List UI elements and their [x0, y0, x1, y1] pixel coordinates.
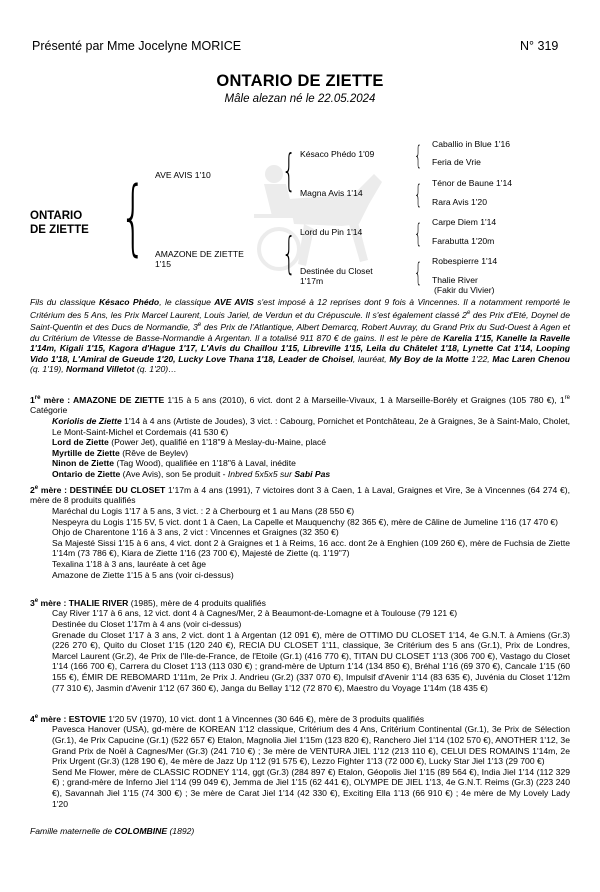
fourth-dam-produce-1: Pavesca Hanover (USA), gd-mère de KOREAN 1'12 classique, Critérium des 4 Ans, Critérium Continental (Gr.1), 3e Prix de Sélection (Gr.1), 4e Prix Capucine (Gr.1) (522 657 €) Etalon, Magnolia Jiel 1'15m (123 820 €), Ranchero Jiel 1'14 (102 570 €), ANOTHER 1'12, 3e Grand Prix de Noël à Cagnes/Mer (Gr.3) (241 710 €) ; 3e mère de VENTURA JIEL 1'12 (213 110 €), CELUI DES ROMAINS 1'14m, 2e Prix Urgent (Gr.3) (128 190 €), 4e mère de Jazz Up 1'12 (91 575 €), Lezzo Fighter 1'13 (72 000 €), Lucky Star Jiel 1'13 (29 700 €): [52, 724, 570, 767]
third-dam-section: [30, 596, 570, 693]
first-dam-produce-1: Koriolis de Ziette 1'14 à 4 ans (Artiste de Joudes), 3 vict. : Cabourg, Pornichet et Pontchâteau, 2e à Graignes, 3e à Saint-Malo, Cholet, Le Mont-Saint-Michel et Cordemais (41 530 €): [52, 416, 570, 437]
gen3-1: Caballio in Blue 1'16: [432, 139, 511, 149]
trotter-silhouette-icon: [234, 154, 384, 279]
third-dam-produce-3: Grenade du Closet 1'17 à 3 ans, 2 vict. dont 1 à Argentan (12 091 €), mère de OTTIMO DU CLOSET 1'14, 4e G.N.T. à Amiens (Gr.3) (226 270 €), Quito du Closet 1'15 (120 240 €), RECIA DU CLOSET 1'11, classique, 3e Critérium des 5 ans (Gr.1), Prix de Londres, Marcel Laurent (Gr.2), 4e Prix de l'Ile-de-France, de l'Etoile (Gr.1) (416 770 €), TITAN DU CLOSET 1'13 (306 700 €), Vastago du Closet 1'14 (166 700 €), Carrera du Closet 1'13 (113 030 €) ; grand-mère de Upturn 1'14 (134 850 €), Bréhal 1'16 (69 370 €), Cancale 1'15 (60 155 €), ÉMIR DE REBOMARD 1'11m, 2e Prix J. Andrieu (Gr.2) (337 070 €), Impulsif d'Avenir 1'14 (83 635 €), Juvénia du Closet 1'12m (77 310 €), Jasmin d'Avenir 1'12 (67 360 €), Janga du Bellay 1'12 (72 870 €), Maestro du Voyage 1'14m (18 435 €): [52, 629, 570, 693]
second-dam-produce-4: Sa Majesté Sissi 1'15 à 6 ans, 4 vict. dont 2 à Graignes et 1 à Reims, 16 acc. dont 2e à Enghien (109 260 €), mère de Fuchsia de Ziette 1'14m (73 786 €), Kiara de Ziette 1'16 (23 700 €), Majesté de Ziette (q. 1'19"7): [52, 537, 570, 559]
second-dam-heading: 2e mère : DESTINÉE DU CLOSET 1'17m à 4 ans (1991), 7 victoires dont 3 à Caen, 1 à Laval, Graignes et Vire, 3e à Vincennes (64 274 €), mère de 8 produits qualifiés: [30, 484, 570, 506]
brace-dam: {: [282, 228, 296, 279]
gen3-3: Ténor de Baune 1'14: [432, 178, 512, 188]
maternal-family: Famille maternelle de COLOMBINE (1892): [30, 826, 195, 836]
brace-g3-4: {: [414, 258, 423, 288]
subtitle: Mâle alezan né le 22.05.2024: [224, 93, 376, 105]
second-dam-produce-1: Maréchal du Logis 1'17 à 5 ans, 3 vict. : 2 à Cherbourg et 1 au Mans (28 550 €): [52, 506, 355, 517]
second-dam-produce-3: Ohjo de Charentone 1'16 à 3 ans, 2 vict : Vincennes et Graignes (32 350 €): [52, 527, 339, 538]
gen3-4: Rara Avis 1'20: [432, 197, 487, 207]
first-dam-heading: 1re mère : AMAZONE DE ZIETTE 1'15 à 5 ans (2010), 6 vict. dont 2 à Marseille-Vivaux, 1 à Marseille-Borély et Graignes (105 780 €), 1re Catégorie: [30, 394, 570, 416]
first-dam-produce-2: Lord de Ziette (Power Jet), qualifié en 1'18"9 à Meslay-du-Maine, placé: [52, 437, 327, 448]
horse-name-line2: DE ZIETTE: [30, 224, 89, 236]
first-dam-section: [30, 393, 570, 480]
first-dam-produce-3: Myrtille de Ziette (Rêve de Beylev): [52, 447, 189, 458]
gen3-2: Feria de Vrie: [432, 157, 481, 167]
second-dam-produce-2: Nespeyra du Logis 1'15 5V, 5 vict. dont 1 à Caen, La Capelle et Mauquenchy (82 365 €), mère de Câline de Jumeline 1'16 (17 470 €): [52, 516, 559, 527]
second-dam-section: [30, 483, 570, 580]
gen3-5: Carpe Diem 1'14: [432, 217, 497, 227]
brace-gen1: {: [120, 170, 147, 265]
horse-name-line1: ONTARIO: [30, 210, 83, 222]
third-dam-produce-2: Destinée du Closet 1'17m à 4 ans (voir ci-dessus): [52, 619, 242, 630]
brace-g3-1: {: [414, 141, 423, 171]
first-dam-produce-5: Ontario de Ziette (Ave Avis), son 5e produit - Inbred 5x5x5 sur Sabi Pas: [52, 469, 331, 480]
gen3-8: [432, 275, 495, 295]
gen2-1: Késaco Phédo 1'09: [300, 149, 375, 159]
gen2-3: Lord du Pin 1'14: [300, 227, 363, 237]
gen3-8-line1: Thalie River: [432, 275, 478, 285]
dam: [155, 249, 244, 269]
gen2-2: Magna Avis 1'14: [300, 188, 363, 198]
dam-line1: AMAZONE DE ZIETTE: [155, 249, 244, 259]
gen2-4: [300, 266, 373, 286]
page-title: ONTARIO DE ZIETTE: [216, 72, 384, 90]
dam-line2: 1'15: [155, 259, 171, 269]
fourth-dam-section: [30, 712, 570, 809]
second-dam-produce-6: Amazone de Ziette 1'15 à 5 ans (voir ci-dessus): [52, 569, 234, 580]
gen3-8-line2: (Fakir du Vivier): [434, 285, 495, 295]
pedigree-horse-name: [30, 209, 89, 237]
sire-description: Fils du classique Késaco Phédo, le classique AVE AVIS s'est imposé à 12 reprises dont 9 fois à Vincennes. Il a notamment remporté le Critérium des 5 Ans, les Prix Marcel Laurent, Louis Jariel, de Verdun et du Crépuscule. Il s'est également classé 2e des Prix d'Eté, Doynel de Saint-Quentin et des Ducs de Normandie, 3e des Prix de l'Atlantique, Albert Demarcq, Robert Auvray, du Grand Prix du Sud-Ouest à Agen et du Critérium de Vitesse de Basse-Normandie à Argentan. Il a totalisé 911 870 € de gains. Il est le père de Karelia 1'15, Kanelle la Ravelle 1'14m, Kigali 1'15, Kagora d'Hague 1'17, L'Avis du Chaillou 1'15, Libreville 1'15, Leila du Châtelet 1'18, Lynette Cat 1'14, Looping Vido 1'18, L'Amiral de Gueude 1'20, Lucky Love Thana 1'18, Leader de Choisel, lauréat, My Boy de la Motte 1'22, Mac Laren Chenou (q. 1'19), Normand Villetot (q. 1'20)…: [30, 297, 570, 375]
brace-sire: {: [282, 145, 296, 196]
sire: AVE AVIS 1'10: [155, 170, 211, 180]
second-dam-produce-5: Texalina 1'18 à 3 ans, lauréate à cet âge: [52, 559, 207, 570]
third-dam-heading: 3e mère : THALIE RIVER (1985), mère de 4 produits qualifiés: [30, 597, 266, 608]
third-dam-produce-1: Cay River 1'17 à 6 ans, 12 vict. dont 4 à Cagnes/Mer, 2 à Beaumont-de-Lomagne et à Toulouse (79 121 €): [52, 608, 458, 619]
gen3-6: Farabutta 1'20m: [432, 236, 495, 246]
brace-g3-2: {: [414, 180, 423, 210]
fourth-dam-heading: 4e mère : ESTOVIE 1'20 5V (1970), 10 vict. dont 1 à Vincennes (30 646 €), mère de 3 produits qualifiés: [30, 713, 425, 724]
presenter: Présenté par Mme Jocelyne MORICE: [32, 39, 242, 53]
gen3-7: Robespierre 1'14: [432, 256, 498, 266]
fourth-dam-produce-2: Send Me Flower, mère de CLASSIC RODNEY 1'14, ggt (Gr.3) (284 897 €) Etalon, Géopolis Jiel 1'15 (89 564 €), India Jiel 1'14 (112 329 €) ; grand-mère de Inferno Jiel 1'14 (99 049 €), Jemma de Jiel 1'15 (62 441 €), OLYMPE DE JIEL 1'13, 4e G.N.T. Reims (Gr.3) (223 240 €), Savannah Jiel 1'15 (74 300 €) ; 3e mère de Carat Jiel 1'14 (42 330 €), Exciting Ella 1'13 (66 910 €) ; 4e mère de My Lovely Lady 1'20: [52, 766, 570, 809]
lot-number: N° 319: [520, 39, 559, 53]
first-dam-produce-4: Ninon de Ziette (Tag Wood), qualifiée en 1'18"6 à Laval, inédite: [52, 458, 296, 469]
gen2-4-line1: Destinée du Closet: [300, 266, 373, 276]
brace-g3-3: {: [414, 219, 423, 249]
gen2-4-line2: 1'17m: [300, 276, 324, 286]
